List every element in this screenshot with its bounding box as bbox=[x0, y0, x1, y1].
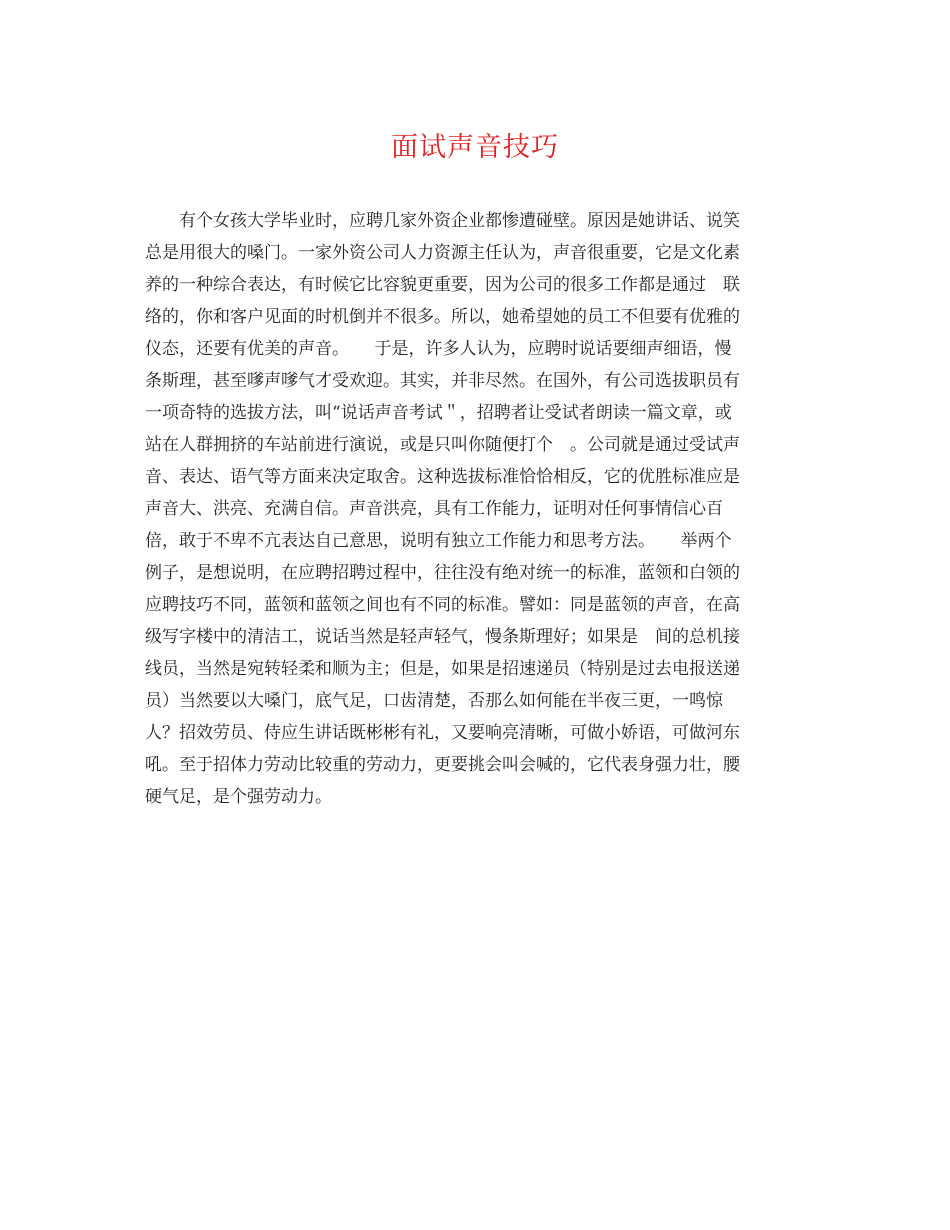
body-line: 条斯理，甚至嗲声嗲气才受欢迎。其实，并非尽然。在国外，有公司选拔职员有 bbox=[145, 371, 740, 391]
body-line: 仪态，还要有优美的声音。 于是，许多人认为，应聘时说话要细声细语，慢 bbox=[145, 339, 732, 359]
document-body bbox=[145, 205, 805, 813]
body-line: 例子，是想说明，在应聘招聘过程中，往往没有绝对统一的标准，蓝领和白领的 bbox=[145, 563, 740, 583]
body-line: 总是用很大的嗓门。一家外资公司人力资源主任认为，声音很重要，它是文化素 bbox=[145, 243, 740, 263]
body-line: 站在人群拥挤的车站前进行演说，或是只叫你随便打个 。公司就是通过受试声 bbox=[145, 435, 740, 455]
body-line: 一项奇特的选拔方法，叫“说话声音考试＂，招聘者让受试者朗读一篇文章，或 bbox=[145, 403, 732, 423]
body-line: 人？招效劳员、侍应生讲话既彬彬有礼，又要响亮清晰，可做小娇语，可做河东 bbox=[145, 723, 740, 743]
body-line: 养的一种综合表达，有时候它比容貌更重要，因为公司的很多工作都是通过 联 bbox=[145, 275, 740, 295]
body-line: 硬气足，是个强劳动力。 bbox=[145, 787, 332, 807]
body-line: 有个女孩大学毕业时，应聘几家外资企业都惨遭碰壁。原因是她讲话、说笑 bbox=[145, 211, 740, 231]
body-line: 倍，敢于不卑不亢表达自己意思，说明有独立工作能力和思考方法。 举两个 bbox=[145, 531, 732, 551]
body-line: 应聘技巧不同，蓝领和蓝领之间也有不同的标准。譬如：同是蓝领的声音，在高 bbox=[145, 595, 740, 615]
body-line: 员）当然要以大嗓门，底气足，口齿清楚，否那么如何能在半夜三更，一鸣惊 bbox=[145, 691, 723, 711]
document-title: 面试声音技巧 bbox=[391, 132, 559, 163]
body-line: 线员，当然是宛转轻柔和顺为主；但是，如果是招速递员（特别是过去电报送递 bbox=[145, 659, 740, 679]
body-line: 吼。至于招体力劳动比较重的劳动力，更要挑会叫会喊的，它代表身强力壮，腰 bbox=[145, 755, 740, 775]
body-line: 声音大、洪亮、充满自信。声音洪亮，具有工作能力，证明对任何事情信心百 bbox=[145, 499, 723, 519]
body-line: 络的，你和客户见面的时机倒并不很多。所以，她希望她的员工不但要有优雅的 bbox=[145, 307, 740, 327]
body-line: 音、表达、语气等方面来决定取舍。这种选拔标准恰恰相反，它的优胜标准应是 bbox=[145, 467, 740, 487]
body-line: 级写字楼中的清洁工，说话当然是轻声轻气，慢条斯理好；如果是 间的总机接 bbox=[145, 627, 740, 647]
